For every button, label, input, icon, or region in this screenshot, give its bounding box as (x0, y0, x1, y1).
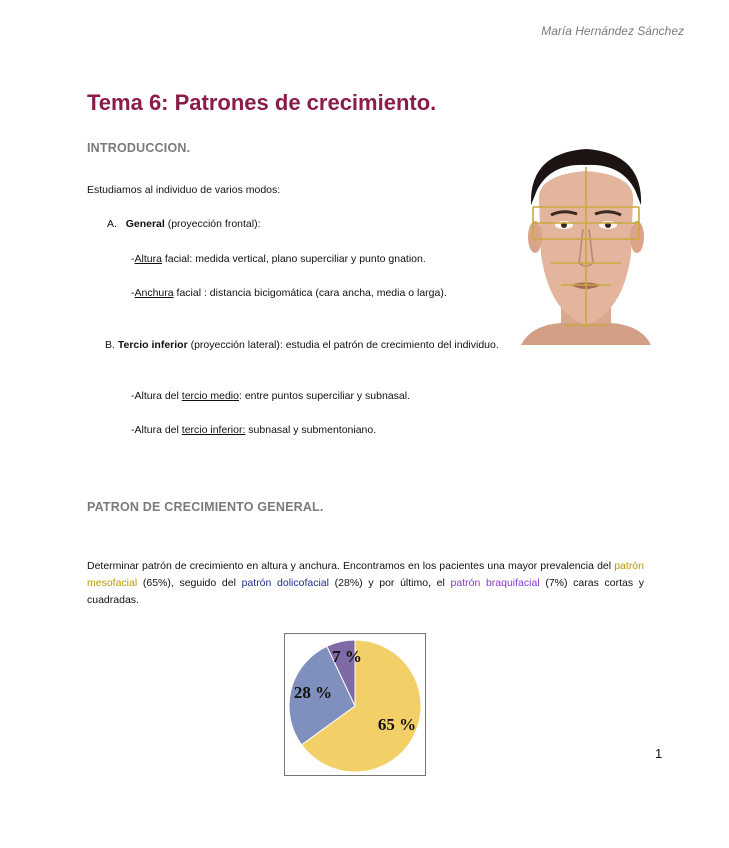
general-paragraph (87, 558, 644, 609)
item-b-label: Tercio inferior (117, 339, 188, 351)
item-b (87, 337, 509, 354)
tercio-inferior-text: subnasal y submentoniano. (245, 424, 377, 436)
altura-text: facial: medida vertical, plano superciliar y punto gnation. (161, 253, 426, 265)
altura-line (131, 251, 426, 268)
braq-term: patrón braquifacial (450, 577, 540, 589)
item-a-rest: (proyección frontal): (164, 218, 261, 230)
altura-term: Altura (134, 253, 162, 265)
author-header: María Hernández Sánchez (541, 24, 684, 38)
pie-chart-frame (284, 633, 426, 776)
doli-term: patrón dolicofacial (241, 577, 329, 589)
tercio-medio-text: : entre puntos superciliar y subnasal. (238, 390, 410, 402)
altura-dash: - (131, 253, 135, 265)
tercio-medio-pre: -Altura del (131, 390, 182, 402)
tercio-medio-line (131, 388, 410, 405)
face-illustration (521, 145, 651, 345)
item-a-marker: A. (107, 218, 117, 230)
meso-term: patrón mesofacial (87, 560, 644, 589)
general-text-4: (7%) caras cortas y cuadradas. (87, 577, 645, 606)
anchura-term: Anchura (134, 287, 174, 299)
tercio-medio-term: tercio medio (181, 390, 239, 402)
general-text-1: Determinar patrón de crecimiento en altura y anchura. Encontramos en los pacientes una mayor prevalencia del (87, 560, 615, 572)
page-title: Tema 6: Patrones de crecimiento. (87, 90, 437, 115)
general-text-3: (28%) y por último, el (328, 577, 451, 589)
page-number: 1 (655, 746, 663, 761)
pie-label-1: 65 % (377, 715, 417, 734)
tercio-inferior-term: tercio inferior: (181, 424, 246, 436)
item-a-label: General (125, 218, 165, 230)
pie-label-2: 28 % (293, 683, 333, 702)
anchura-dash: - (131, 287, 135, 299)
intro-lead: Estudiamos al individuo de varios modos: (87, 184, 281, 196)
tercio-inferior-line (131, 422, 376, 439)
face-proportions-image (521, 145, 651, 345)
section-heading-intro: INTRODUCCION. (87, 141, 191, 155)
item-b-rest: (proyección lateral): estudia el patrón de crecimiento del individuo. (187, 339, 499, 351)
anchura-text: facial : distancia bicigomática (cara ancha, media o larga). (173, 287, 447, 299)
item-a (107, 216, 261, 233)
pie-label-3: 7 % (332, 647, 362, 666)
section-heading-general: PATRON DE CRECIMIENTO GENERAL. (87, 500, 324, 514)
tercio-inferior-pre: -Altura del (131, 424, 182, 436)
anchura-line (131, 285, 447, 302)
pie-chart (285, 634, 425, 775)
item-b-marker: B. (105, 339, 115, 351)
general-text-2: (65%), seguido del (137, 577, 242, 589)
